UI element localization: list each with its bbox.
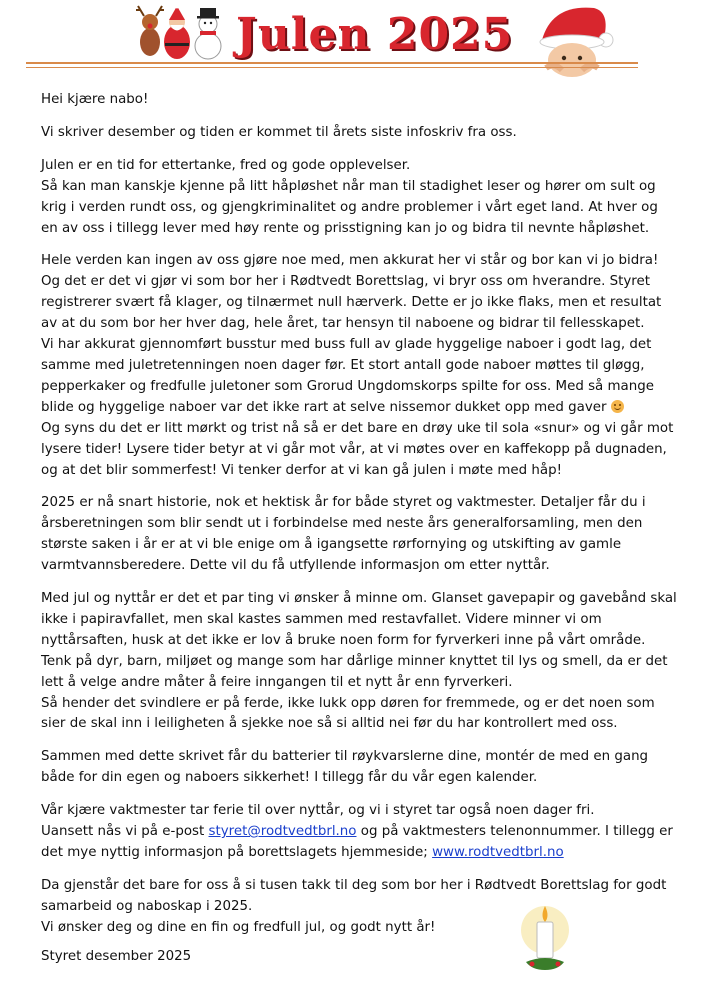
paragraph-line: Vår kjære vaktmester tar ferie til over nyttår, og vi i styret tar også noen dager fri. — [41, 803, 595, 819]
page-title: Julen 2025 — [236, 9, 514, 60]
paragraph-reflection — [41, 156, 677, 240]
contact-text: og på vaktmesters telenonnummer. I tillegg er det mye nyttig informasjon på borettslagets hjemmeside; — [41, 824, 673, 860]
paragraph-contact — [41, 801, 677, 864]
paragraph-line: Vi ønsker deg og dine en fin og fredfull jul, og godt nytt år! — [41, 919, 436, 935]
header-divider-thin — [26, 67, 638, 68]
paragraph-reminders — [41, 589, 677, 735]
paragraph-line: Julen er en tid for ettertanke, fred og gode opplevelser. — [41, 157, 411, 173]
paragraph-line: Så kan man kanskje kjenne på litt håpløshet når man til stadighet leser og hører om sult og krig i verden rundt oss, og gjengkriminalitet og andre problemer i vårt eget land. At hver og en av oss i tillegg lever med høy rente og prisstigning kan jo og bidra til nevnte håpløshet. — [41, 178, 658, 236]
santa-hat-child-illustration — [532, 0, 632, 80]
smiley-icon — [611, 400, 624, 413]
paragraph-line: Hele verden kan ingen av oss gjøre noe med, men akkurat her vi står og bor kan vi jo bidra! Og det er det vi gjør vi som bor her i Rødtvedt Borettslag, vi bryr oss om hverandre. Styret registrerer svært få klager, og tilnærmet null hærverk. Dette er jo ikke flaks, men et resultat av at du som bor her hver dag, hele året, tar hensyn til naboene og bidrar til fellesskapet. — [41, 253, 662, 332]
letter-body — [41, 90, 677, 951]
paragraph-line: Da gjenstår det bare for oss å si tusen takk til deg som bor her i Rødtvedt Borettslag for godt samarbeid og naboskap i 2025. — [41, 877, 667, 914]
reindeer-santa-snowman-illustration — [132, 2, 232, 64]
paragraph-line: Så hender det svindlere er på ferde, ikke lukk opp døren for fremmede, og er det noen som sier de skal inn i leiligheten å sjekke noe så si alltid nei før du har kontrollert med oss. — [41, 695, 655, 732]
greeting: Hei kjære nabo! — [41, 92, 149, 107]
paragraph-line: Og syns du det er litt mørkt og trist nå så er det bare en drøy uke til sola «snur» og vi går mot lysere tider! Lysere tider betyr at vi går mot vår, at vi møtes over en kaffekopp på dugnaden, og at det blir sommerfest! Vi tenker derfor at vi kan gå julen i møte med håp! — [41, 420, 674, 478]
contact-text: Uansett nås vi på e-post — [41, 824, 209, 840]
paragraph-year-summary: 2025 er nå snart historie, nok et hektisk år for både styret og vaktmester. Detaljer får du i årsberetningen som blir sendt ut i forbindelse med neste års generalforsamling, men den største saken i år er at vi ble enige om å igangsette rørfornying og utskifting av gamle varmtvannsberedere. Dette vil du få utfyllende informasjon om etter nyttår. — [41, 495, 646, 574]
letter-header — [0, 0, 703, 80]
paragraph-intro: Vi skriver desember og tiden er kommet til årets siste infoskriv fra oss. — [41, 124, 517, 140]
paragraph-line: Vi har akkurat gjennomført busstur med buss full av glade hyggelige naboer i godt lag, det samme med juletretenningen noen dager før. Et stort antall gode naboer møttes til gløgg, pepperkaker og fredfulle juletoner som Grorud Ungdomskorps spilte for oss. Med så mange blide og hyggelige naboer var det ikke rart at selve nissemor dukket opp med gaver — [41, 337, 654, 415]
paragraph-line: Med jul og nyttår er det et par ting vi ønsker å minne om. Glanset gavepapir og gavebånd skal ikke i papiravfallet, men skal kastes sammen med restavfallet. Videre minner vi om nyttårsaften, husk at det ikke er lov å bruke noen form for fyrverkeri inne på vårt område. Tenk på dyr, barn, miljøet og mange som har dårlige minner knyttet til lys og smell, da er det lett å velge andre måter å feire inngangen til et nytt år enn fyrverkeri. — [41, 591, 677, 690]
candle-illustration — [518, 900, 572, 974]
paragraph-community — [41, 251, 677, 481]
website-link[interactable]: www.rodtvedtbrl.no — [432, 845, 564, 860]
paragraph-closing — [41, 876, 677, 939]
email-link[interactable]: styret@rodtvedtbrl.no — [208, 824, 357, 840]
signature: Styret desember 2025 — [41, 949, 192, 964]
paragraph-batteries: Sammen med dette skrivet får du batterier til røykvarslerne dine, montér de med en gang både for din egen og naboers sikkerhet! I tillegg får du vår egen kalender. — [41, 749, 649, 786]
header-divider — [26, 62, 638, 64]
